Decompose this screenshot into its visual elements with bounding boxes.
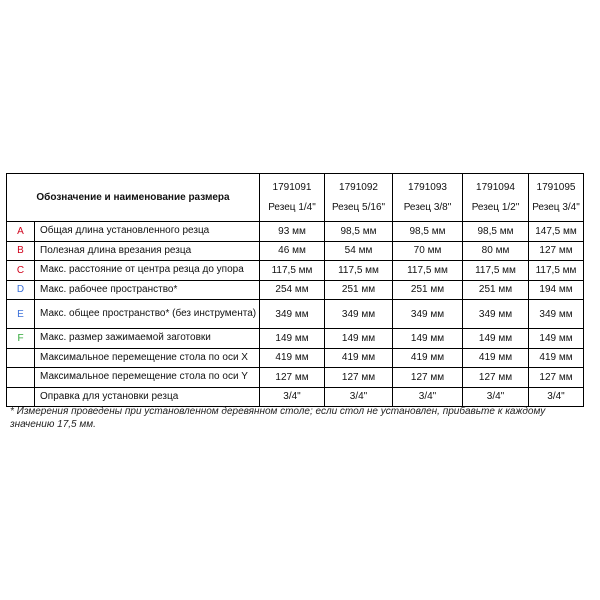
dimension-description: Максимальное перемещение стола по оси Y bbox=[35, 368, 260, 388]
dimension-description: Оправка для установки резца bbox=[35, 387, 260, 407]
value-cell: 117,5 мм bbox=[325, 261, 393, 281]
value-cell: 54 мм bbox=[325, 241, 393, 261]
value-cell: 93 мм bbox=[260, 222, 325, 242]
model-code: 1791094 bbox=[476, 181, 515, 193]
model-code: 1791093 bbox=[408, 181, 447, 193]
value-cell: 419 мм bbox=[463, 348, 529, 368]
value-cell: 98,5 мм bbox=[325, 222, 393, 242]
value-cell: 117,5 мм bbox=[260, 261, 325, 281]
dimension-description: Максимальное перемещение стола по оси X bbox=[35, 348, 260, 368]
value-cell: 127 мм bbox=[260, 368, 325, 388]
value-cell: 127 мм bbox=[325, 368, 393, 388]
table-row bbox=[7, 300, 584, 329]
value-cell: 251 мм bbox=[463, 280, 529, 300]
value-cell: 70 мм bbox=[393, 241, 463, 261]
value-cell: 419 мм bbox=[393, 348, 463, 368]
value-cell: 98,5 мм bbox=[393, 222, 463, 242]
dimension-description: Макс. размер зажимаемой заготовки bbox=[35, 329, 260, 349]
model-header bbox=[393, 174, 463, 222]
value-cell: 349 мм bbox=[463, 300, 529, 329]
dimension-letter: A bbox=[7, 222, 35, 242]
value-cell: 98,5 мм bbox=[463, 222, 529, 242]
model-code: 1791091 bbox=[272, 181, 312, 193]
value-cell: 419 мм bbox=[325, 348, 393, 368]
value-cell: 127 мм bbox=[393, 368, 463, 388]
model-name: Резец 3/8" bbox=[403, 201, 452, 213]
model-header bbox=[463, 174, 529, 222]
dimension-description: Макс. общее пространство* (без инструмента) bbox=[35, 300, 260, 329]
value-cell: 149 мм bbox=[529, 329, 584, 349]
value-cell: 251 мм bbox=[393, 280, 463, 300]
value-cell: 127 мм bbox=[529, 241, 584, 261]
header-title: Обозначение и наименование размера bbox=[7, 174, 260, 222]
value-cell: 147,5 мм bbox=[529, 222, 584, 242]
dimension-letter: D bbox=[7, 280, 35, 300]
value-cell: 349 мм bbox=[393, 300, 463, 329]
value-cell: 419 мм bbox=[260, 348, 325, 368]
value-cell: 80 мм bbox=[463, 241, 529, 261]
model-name: Резец 1/2" bbox=[471, 201, 520, 213]
model-name: Резец 5/16" bbox=[331, 201, 386, 213]
value-cell: 194 мм bbox=[529, 280, 584, 300]
dimension-description: Общая длина установленного резца bbox=[35, 222, 260, 242]
value-cell: 149 мм bbox=[325, 329, 393, 349]
table-row bbox=[7, 329, 584, 349]
dimension-letter bbox=[7, 387, 35, 407]
value-cell: 419 мм bbox=[529, 348, 584, 368]
value-cell: 3/4" bbox=[529, 387, 584, 407]
value-cell: 149 мм bbox=[393, 329, 463, 349]
table-row bbox=[7, 241, 584, 261]
value-cell: 127 мм bbox=[463, 368, 529, 388]
dimension-letter: F bbox=[7, 329, 35, 349]
model-header bbox=[529, 174, 584, 222]
dimension-letter: E bbox=[7, 300, 35, 329]
table-row bbox=[7, 368, 584, 388]
value-cell: 117,5 мм bbox=[393, 261, 463, 281]
model-code: 1791095 bbox=[536, 181, 576, 193]
value-cell: 149 мм bbox=[463, 329, 529, 349]
value-cell: 3/4" bbox=[325, 387, 393, 407]
value-cell: 3/4" bbox=[393, 387, 463, 407]
dimension-description: Макс. расстояние от центра резца до упора bbox=[35, 261, 260, 281]
spec-table bbox=[6, 173, 584, 407]
value-cell: 254 мм bbox=[260, 280, 325, 300]
value-cell: 46 мм bbox=[260, 241, 325, 261]
value-cell: 349 мм bbox=[529, 300, 584, 329]
spec-table-body bbox=[7, 222, 584, 407]
value-cell: 127 мм bbox=[529, 368, 584, 388]
header-row bbox=[7, 174, 584, 222]
value-cell: 349 мм bbox=[325, 300, 393, 329]
dimension-letter bbox=[7, 348, 35, 368]
value-cell: 251 мм bbox=[325, 280, 393, 300]
table-row bbox=[7, 261, 584, 281]
dimension-letter: C bbox=[7, 261, 35, 281]
table-row bbox=[7, 280, 584, 300]
value-cell: 3/4" bbox=[260, 387, 325, 407]
value-cell: 149 мм bbox=[260, 329, 325, 349]
dimension-description: Полезная длина врезания резца bbox=[35, 241, 260, 261]
model-header bbox=[260, 174, 325, 222]
table-row bbox=[7, 387, 584, 407]
model-name: Резец 1/4" bbox=[268, 201, 316, 213]
table-row bbox=[7, 222, 584, 242]
value-cell: 349 мм bbox=[260, 300, 325, 329]
dimension-letter: B bbox=[7, 241, 35, 261]
model-header bbox=[325, 174, 393, 222]
footnote: * Измерения проведены при установленном деревянном столе; если стол не установлен, прибавьте к каждому значению 17,5 мм. bbox=[10, 406, 546, 430]
model-name: Резец 3/4" bbox=[532, 201, 580, 213]
model-code: 1791092 bbox=[339, 181, 378, 193]
dimension-description: Макс. рабочее пространство* bbox=[35, 280, 260, 300]
value-cell: 3/4" bbox=[463, 387, 529, 407]
value-cell: 117,5 мм bbox=[463, 261, 529, 281]
dimension-letter bbox=[7, 368, 35, 388]
value-cell: 117,5 мм bbox=[529, 261, 584, 281]
table-row bbox=[7, 348, 584, 368]
